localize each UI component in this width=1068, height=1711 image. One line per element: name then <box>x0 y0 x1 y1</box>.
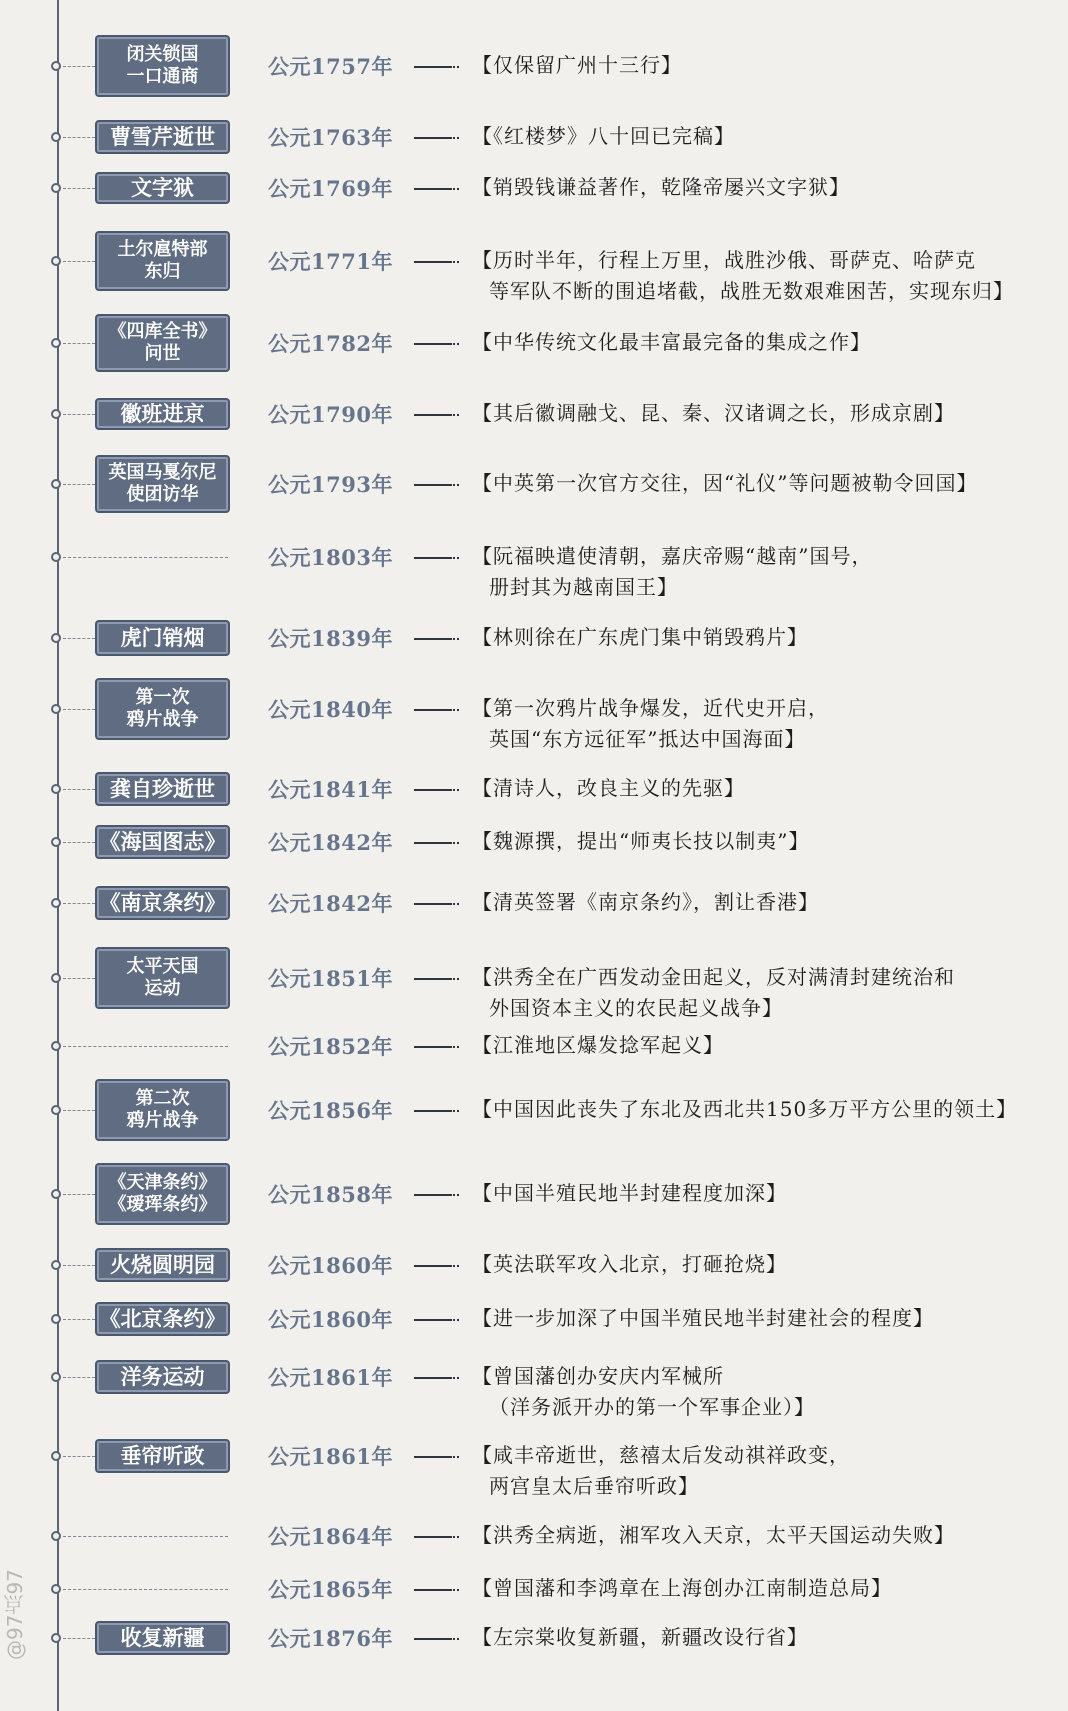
event-year: 公元1840年 <box>268 697 393 722</box>
event-description <box>472 172 1062 203</box>
timeline-connector <box>63 1319 95 1320</box>
description-line: 【第一次鸦片战争爆发，近代史开启， <box>472 696 829 720</box>
arrow-dash <box>414 1319 452 1321</box>
timeline-connector <box>63 484 95 485</box>
timeline-node <box>51 1105 61 1115</box>
event-year: 公元1876年 <box>268 1626 393 1651</box>
event-label: 第二次 <box>135 1088 190 1110</box>
event-label-box <box>95 825 230 859</box>
event-label-box <box>95 398 230 430</box>
event-description <box>472 1249 1062 1280</box>
event-label-box <box>95 1360 230 1394</box>
description-line: 【其后徽调融戈、昆、秦、汉诸调之长，形成京剧】 <box>472 401 955 425</box>
event-label: 徽班进京 <box>120 401 205 427</box>
event-label: 火烧圆明园 <box>110 1252 215 1278</box>
timeline-node <box>51 898 61 908</box>
description-line: 两宫皇太后垂帘听政】 <box>489 1474 699 1498</box>
event-label: 《北京条约》 <box>99 1306 226 1332</box>
timeline-node <box>51 973 61 983</box>
timeline-node <box>51 633 61 643</box>
timeline-connector <box>63 638 95 639</box>
event-description <box>472 622 1062 653</box>
timeline-connector <box>63 789 95 790</box>
event-year: 公元1858年 <box>268 1182 393 1207</box>
timeline-connector <box>63 1110 95 1111</box>
arrow-dash <box>414 188 452 190</box>
event-label-box <box>95 678 230 740</box>
event-label: 问世 <box>144 343 181 364</box>
timeline-node <box>51 61 61 71</box>
timeline-connector <box>63 188 95 189</box>
event-label-box <box>95 1079 230 1141</box>
description-line: 【阮福映遣使清朝，嘉庆帝赐“越南”国号， <box>472 544 873 568</box>
description-line: 【曾国藩和李鸿章在上海创办江南制造总局】 <box>472 1576 892 1600</box>
timeline-connector <box>63 1638 95 1639</box>
description-line: 【仅保留广州十三行】 <box>472 53 682 77</box>
timeline-node <box>51 1633 61 1643</box>
timeline-connector <box>63 1194 95 1195</box>
description-line: 等军队不断的围追堵截，战胜无数艰难困苦，实现东归】 <box>489 279 1014 303</box>
arrow-dash <box>414 1456 452 1458</box>
event-description <box>472 398 1062 429</box>
timeline-connector <box>63 1046 228 1047</box>
event-description <box>472 826 1062 857</box>
description-line: 【咸丰帝逝世，慈禧太后发动祺祥政变， <box>472 1443 850 1467</box>
event-label-box <box>95 772 230 806</box>
event-description <box>472 1030 1062 1061</box>
timeline-node <box>51 409 61 419</box>
event-year: 公元1842年 <box>268 830 393 855</box>
event-label: 文字狱 <box>131 175 194 201</box>
event-year: 公元1793年 <box>268 472 393 497</box>
event-year: 公元1782年 <box>268 331 393 356</box>
timeline-connector <box>63 137 95 138</box>
event-description <box>472 1361 1062 1423</box>
event-label-box <box>95 172 230 204</box>
event-label: 鸦片战争 <box>126 709 199 730</box>
description-line: 【清诗人，改良主义的先驱】 <box>472 776 745 800</box>
event-year: 公元1790年 <box>268 402 393 427</box>
description-line: （洋务派开办的第一个军事企业）】 <box>489 1395 815 1419</box>
event-label-box <box>95 314 230 372</box>
event-label: 收复新疆 <box>120 1625 205 1651</box>
event-label-box <box>95 620 230 656</box>
timeline-connector <box>63 1265 95 1266</box>
event-label-box <box>95 1439 230 1473</box>
timeline-connector <box>63 66 95 67</box>
arrow-dash <box>414 789 452 791</box>
arrow-dash <box>414 557 452 559</box>
event-label-box <box>95 1302 230 1336</box>
arrow-dash <box>414 1638 452 1640</box>
event-description <box>472 1094 1062 1125</box>
description-line: 【洪秀全病逝，湘军攻入天京，太平天国运动失败】 <box>472 1523 955 1547</box>
event-label-box <box>95 231 230 291</box>
timeline-node <box>51 256 61 266</box>
event-label-box <box>95 1163 230 1225</box>
event-year: 公元1860年 <box>268 1253 393 1278</box>
description-line: 【《红楼梦》八十回已完稿】 <box>472 124 735 148</box>
description-line: 【英法联军攻入北京，打砸抢烧】 <box>472 1252 787 1276</box>
arrow-dash <box>414 1536 452 1538</box>
event-label-box <box>95 1621 230 1655</box>
event-label: 龚自珍逝世 <box>110 776 215 802</box>
arrow-dash <box>414 978 452 980</box>
event-year: 公元1864年 <box>268 1524 393 1549</box>
timeline-node <box>51 1372 61 1382</box>
timeline-node <box>51 1531 61 1541</box>
timeline-connector <box>63 903 95 904</box>
event-year: 公元1861年 <box>268 1365 393 1390</box>
timeline-node <box>51 784 61 794</box>
event-label: 垂帘听政 <box>120 1443 205 1469</box>
event-description <box>472 887 1062 918</box>
event-year: 公元1757年 <box>268 54 393 79</box>
timeline-node <box>51 132 61 142</box>
description-line: 【进一步加深了中国半殖民地半封建社会的程度】 <box>472 1306 934 1330</box>
timeline-connector <box>63 414 95 415</box>
description-line: 【左宗棠收复新疆，新疆改设行省】 <box>472 1625 808 1649</box>
event-description <box>472 1573 1062 1604</box>
timeline-node <box>51 1041 61 1051</box>
event-label: 太平天国 <box>126 956 199 978</box>
timeline-connector <box>63 343 95 344</box>
event-description <box>472 693 1062 755</box>
arrow-dash <box>414 1265 452 1267</box>
arrow-dash <box>414 261 452 263</box>
event-label: 东归 <box>144 261 181 282</box>
description-line: 【林则徐在广东虎门集中销毁鸦片】 <box>472 625 808 649</box>
description-line: 【历时半年，行程上万里，战胜沙俄、哥萨克、哈萨克 <box>472 248 976 272</box>
event-description <box>472 1303 1062 1334</box>
watermark: @97点97 <box>3 1569 27 1660</box>
event-label: 鸦片战争 <box>126 1110 199 1131</box>
event-description <box>472 541 1062 603</box>
event-label: 《天津条约》 <box>108 1172 217 1194</box>
description-line: 册封其为越南国王】 <box>489 575 678 599</box>
event-label: 使团访华 <box>126 484 199 505</box>
arrow-dash <box>414 66 452 68</box>
event-label: 英国马戛尔尼 <box>108 462 217 484</box>
description-line: 【中国半殖民地半封建程度加深】 <box>472 1181 787 1205</box>
event-label-box <box>95 455 230 513</box>
timeline-node <box>51 183 61 193</box>
event-year: 公元1839年 <box>268 626 393 651</box>
event-label: 一口通商 <box>126 66 199 87</box>
event-year: 公元1771年 <box>268 249 393 274</box>
event-label-box <box>95 947 230 1009</box>
event-year: 公元1763年 <box>268 125 393 150</box>
timeline-node <box>51 1260 61 1270</box>
arrow-dash <box>414 1589 452 1591</box>
arrow-dash <box>414 1194 452 1196</box>
event-label: 《瑷珲条约》 <box>108 1194 217 1215</box>
arrow-dash <box>414 1046 452 1048</box>
description-line: 【中华传统文化最丰富最完备的集成之作】 <box>472 330 871 354</box>
timeline-connector <box>63 1536 228 1537</box>
timeline-connector <box>63 842 95 843</box>
description-line: 【中英第一次官方交往，因“礼仪”等问题被勒令回国】 <box>472 471 978 495</box>
description-line: 英国“东方远征军”抵达中国海面】 <box>489 727 806 751</box>
event-description <box>472 962 1062 1024</box>
description-line: 【中国因此丧失了东北及西北共150多万平方公里的领土】 <box>472 1097 1018 1121</box>
event-label: 《南京条约》 <box>99 890 226 916</box>
event-year: 公元1769年 <box>268 176 393 201</box>
arrow-dash <box>414 709 452 711</box>
arrow-dash <box>414 842 452 844</box>
arrow-dash <box>414 1110 452 1112</box>
event-description <box>472 468 1062 499</box>
description-line: 外国资本主义的农民起义战争】 <box>489 996 783 1020</box>
event-year: 公元1851年 <box>268 966 393 991</box>
timeline-connector <box>63 709 95 710</box>
description-line: 【曾国藩创办安庆内军械所 <box>472 1364 724 1388</box>
event-year: 公元1856年 <box>268 1098 393 1123</box>
event-year: 公元1803年 <box>268 545 393 570</box>
timeline-node <box>51 704 61 714</box>
arrow-dash <box>414 414 452 416</box>
event-description <box>472 121 1062 152</box>
event-label: 曹雪芹逝世 <box>110 124 215 150</box>
event-year: 公元1861年 <box>268 1444 393 1469</box>
event-year: 公元1842年 <box>268 891 393 916</box>
description-line: 【江淮地区爆发捻军起义】 <box>472 1033 724 1057</box>
event-description <box>472 1178 1062 1209</box>
description-line: 【魏源撰，提出“师夷长技以制夷”】 <box>472 829 810 853</box>
event-description <box>472 1520 1062 1551</box>
event-description <box>472 245 1062 307</box>
arrow-dash <box>414 484 452 486</box>
timeline-node <box>51 1189 61 1199</box>
arrow-dash <box>414 343 452 345</box>
event-label: 虎门销烟 <box>120 625 205 651</box>
arrow-dash <box>414 137 452 139</box>
timeline-node <box>51 479 61 489</box>
event-description <box>472 773 1062 804</box>
timeline-node <box>51 1314 61 1324</box>
arrow-dash <box>414 903 452 905</box>
event-label: 洋务运动 <box>120 1364 205 1390</box>
event-year: 公元1841年 <box>268 777 393 802</box>
event-year: 公元1860年 <box>268 1307 393 1332</box>
description-line: 【销毁钱谦益著作，乾隆帝屡兴文字狱】 <box>472 175 850 199</box>
arrow-dash <box>414 1377 452 1379</box>
timeline-node <box>51 338 61 348</box>
timeline-connector <box>63 261 95 262</box>
event-label: 运动 <box>144 978 181 999</box>
timeline-connector <box>63 1589 228 1590</box>
timeline-connector <box>63 557 228 558</box>
event-label-box <box>95 35 230 97</box>
event-year: 公元1852年 <box>268 1034 393 1059</box>
event-description <box>472 50 1062 81</box>
event-description <box>472 1440 1062 1502</box>
timeline-node <box>51 1584 61 1594</box>
timeline-connector <box>63 978 95 979</box>
arrow-dash <box>414 638 452 640</box>
description-line: 【洪秀全在广西发动金田起义，反对满清封建统治和 <box>472 965 955 989</box>
timeline-node <box>51 552 61 562</box>
event-label-box <box>95 120 230 154</box>
timeline-connector <box>63 1377 95 1378</box>
timeline-node <box>51 1451 61 1461</box>
description-line: 【清英签署《南京条约》，割让香港】 <box>472 890 819 914</box>
event-label: 《海国图志》 <box>99 829 226 855</box>
event-label: 土尔扈特部 <box>117 239 208 261</box>
event-label: 《四库全书》 <box>108 321 217 343</box>
timeline-connector <box>63 1456 95 1457</box>
event-description <box>472 327 1062 358</box>
event-label: 第一次 <box>135 687 190 709</box>
event-label-box <box>95 886 230 920</box>
event-year: 公元1865年 <box>268 1577 393 1602</box>
event-label: 闭关锁国 <box>126 44 199 66</box>
event-description <box>472 1622 1062 1653</box>
timeline-node <box>51 837 61 847</box>
event-label-box <box>95 1248 230 1282</box>
